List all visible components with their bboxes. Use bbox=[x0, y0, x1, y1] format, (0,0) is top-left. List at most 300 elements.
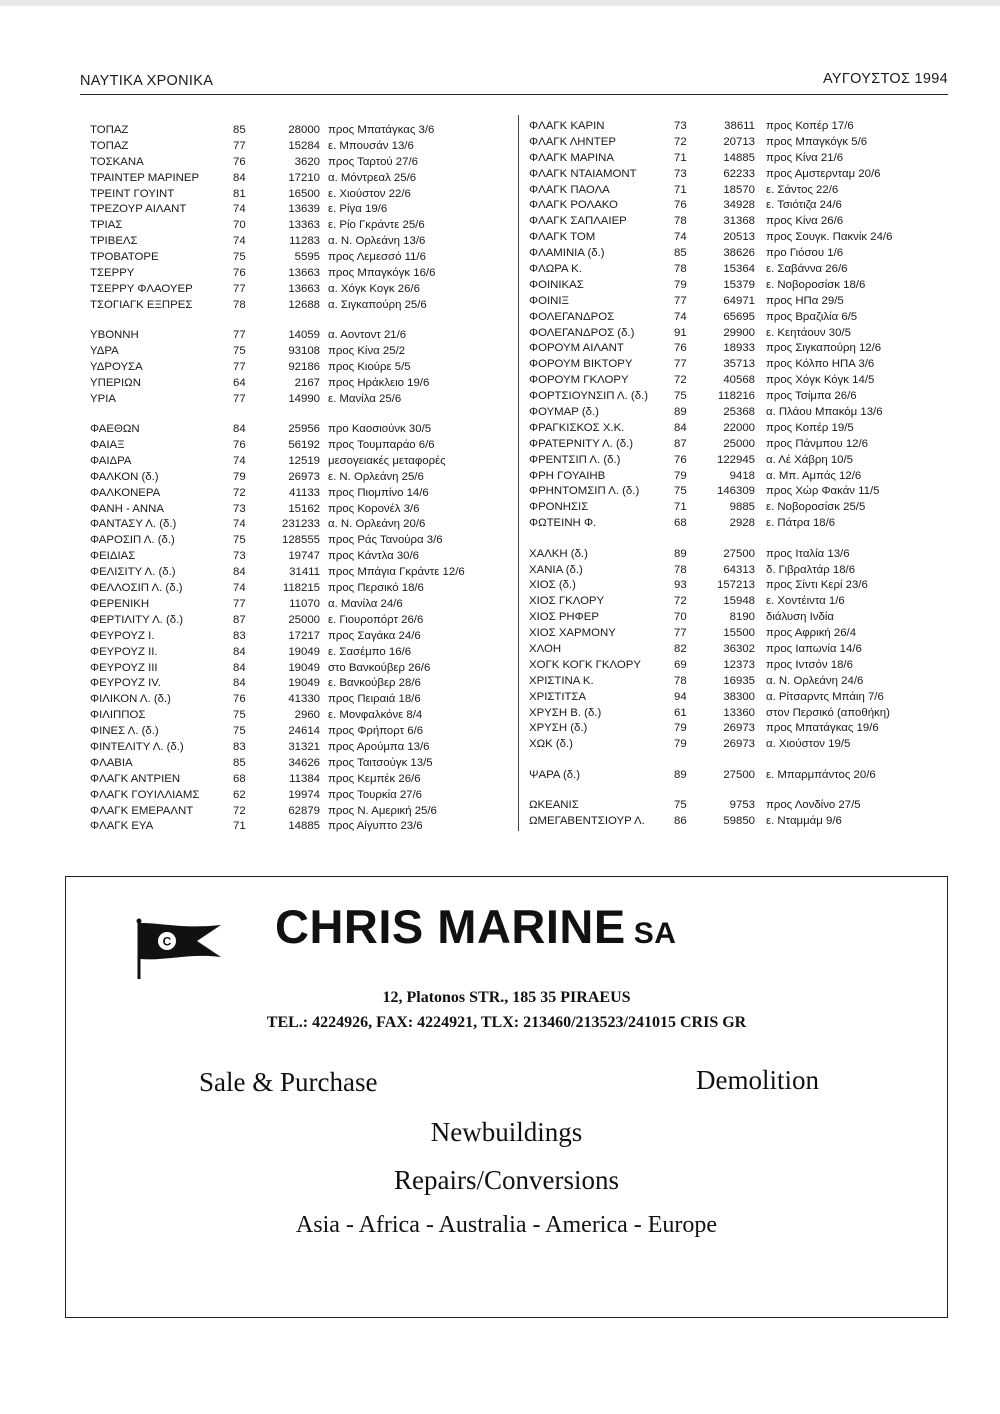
ship-position: μεσογειακές μεταφορές bbox=[328, 454, 446, 467]
ship-position: προς Σιγκαπούρη 12/6 bbox=[766, 342, 882, 355]
service-sale-purchase: Sale & Purchase bbox=[199, 1067, 378, 1097]
ship-year: 79 bbox=[674, 738, 687, 751]
ship-year: 74 bbox=[233, 518, 246, 531]
ship-dwt: 28000 bbox=[288, 124, 320, 136]
issue-date: ΑΥΓΟΥΣΤΟΣ 1994 bbox=[822, 71, 948, 87]
ship-position: ε. Χιούστον 22/6 bbox=[328, 187, 411, 200]
ship-year: 64 bbox=[233, 376, 246, 389]
ship-name: ΦΟΡΟΥΜ ΒΙΚΤΟΡΥ bbox=[529, 358, 633, 371]
ship-year: 79 bbox=[233, 470, 246, 483]
ship-position: α. Μόντρεαλ 25/6 bbox=[328, 171, 417, 184]
ship-year: 77 bbox=[233, 392, 246, 405]
ship-position: προς Κιούρε 5/5 bbox=[328, 360, 411, 373]
ship-name: ΦΑΝΤΑΣΥ Λ. (δ.) bbox=[90, 518, 177, 531]
ship-name: ΦΑΛΚΟΝΕΡΑ bbox=[90, 486, 161, 499]
company-address: 12, Platonos STR., 185 35 PIRAEUS bbox=[382, 989, 631, 1006]
ship-name: ΦΙΛΙΠΠΟΣ bbox=[90, 709, 146, 722]
ship-name: ΤΟΠΑΖ bbox=[90, 139, 129, 152]
ship-position: α. Ρίτσαρντς Μπάιη 7/6 bbox=[766, 690, 884, 703]
ship-position: ε. Γιουροπόρτ 26/6 bbox=[328, 613, 424, 626]
ship-position: προς Φρήπορτ 6/6 bbox=[328, 725, 424, 738]
publication-title: ΝΑΥΤΙΚΑ ΧΡΟΝΙΚΑ bbox=[80, 73, 214, 89]
ship-name: ΦΛΑΓΚ ΚΑΡΙΝ bbox=[529, 120, 605, 132]
ship-dwt: 41133 bbox=[289, 486, 320, 499]
ship-name: ΧΡΙΣΤΙΝΑ Κ. bbox=[529, 674, 594, 687]
ship-dwt: 14885 bbox=[723, 151, 755, 164]
ship-dwt: 19747 bbox=[288, 550, 320, 563]
ship-year: 69 bbox=[674, 658, 687, 671]
ship-year: 77 bbox=[233, 139, 246, 152]
ship-dwt: 146309 bbox=[716, 485, 755, 498]
ship-name: ΦΑΕΘΩΝ bbox=[90, 423, 140, 436]
ship-dwt: 13363 bbox=[288, 219, 320, 232]
ship-position: ε. Σαβάννα 26/6 bbox=[766, 263, 848, 276]
ship-name: ΦΙΛΙΚΟΝ Λ. (δ.) bbox=[90, 693, 171, 706]
ship-position: προς Σαγάκα 24/6 bbox=[328, 629, 421, 642]
ship-position: ε. Ρίγα 19/6 bbox=[328, 203, 388, 216]
ship-name: ΦΛΑΓΚ ΕΜΕΡΑΛΝΤ bbox=[90, 804, 194, 817]
ship-name: ΩΜΕΓΑΒΕΝΤΣΙΟΥΡ Λ. bbox=[529, 815, 645, 828]
ship-dwt: 2928 bbox=[729, 517, 755, 530]
flag-letter: C bbox=[162, 934, 172, 949]
ship-name: ΨΑΡΑ (δ.) bbox=[529, 768, 581, 781]
ship-name: ΦΛΑΓΚ ΡΟΛΑΚΟ bbox=[529, 199, 618, 212]
ship-position: προς Ταρτού 27/6 bbox=[328, 155, 418, 168]
ship-position: προς Κεμπέκ 26/6 bbox=[328, 772, 421, 785]
ship-dwt: 15364 bbox=[723, 263, 755, 276]
company-suffix: SA bbox=[633, 917, 677, 950]
ship-position: ε. Ρίο Γκράντε 25/6 bbox=[328, 219, 425, 232]
ship-name: ΦΟΙΝΙΚΑΣ bbox=[529, 278, 584, 291]
ship-position: προς Ηράκλειο 19/6 bbox=[328, 376, 430, 389]
ship-year: 72 bbox=[233, 486, 246, 499]
ship-dwt: 118215 bbox=[282, 582, 320, 595]
ship-dwt: 38300 bbox=[723, 690, 755, 703]
ship-dwt: 3620 bbox=[294, 155, 320, 168]
ship-position: προς Πιομπίνο 14/6 bbox=[328, 486, 429, 499]
ship-name: ΤΣΟΓΙΑΓΚ ΕΞΠΡΕΣ bbox=[90, 298, 193, 311]
ship-year: 82 bbox=[674, 643, 687, 655]
ship-name: ΧΙΟΣ ΡΗΦΕΡ bbox=[529, 611, 599, 624]
ship-year: 75 bbox=[674, 485, 687, 498]
ship-year: 85 bbox=[233, 756, 246, 769]
ship-name: ΧΙΟΣ ΧΑΡΜΟΝΥ bbox=[529, 627, 616, 640]
ship-dwt: 19049 bbox=[288, 677, 320, 690]
ship-year: 85 bbox=[674, 247, 687, 260]
ship-position: προς Περσικό 18/6 bbox=[328, 582, 424, 595]
ship-name: ΧΟΓΚ ΚΟΓΚ ΓΚΛΟΡΥ bbox=[529, 658, 641, 671]
ship-name: ΥΔΡΑ bbox=[90, 345, 119, 358]
ship-position: προς Κίνα 26/6 bbox=[766, 215, 844, 228]
ship-dwt: 20513 bbox=[723, 231, 755, 244]
ship-name: ΧΡΙΣΤΙΤΣΑ bbox=[529, 690, 587, 703]
ship-name: ΦΡΑΓΚΙΣΚΟΣ Χ.Κ. bbox=[529, 421, 625, 434]
ship-name: ΦΑΙΔΡΑ bbox=[90, 454, 132, 467]
ship-position: ε. Μπουσάν 13/6 bbox=[328, 139, 414, 152]
ship-position: α. Σιγκαπούρη 25/6 bbox=[328, 298, 427, 311]
ship-name: ΤΡΙΒΕΛΣ bbox=[90, 235, 138, 248]
ship-position: προς Λονδίνο 27/5 bbox=[766, 799, 861, 812]
ship-position: προς Κάντλα 30/6 bbox=[328, 550, 420, 563]
ship-name: ΦΑΙΑΞ bbox=[90, 439, 125, 452]
ship-dwt: 59850 bbox=[723, 815, 755, 828]
ship-dwt: 13360 bbox=[723, 706, 755, 719]
ship-dwt: 22000 bbox=[723, 421, 755, 434]
ship-name: ΦΡΕΝΤΣΙΠ Λ. (δ.) bbox=[529, 453, 621, 466]
ship-dwt: 26973 bbox=[723, 738, 755, 751]
ship-dwt: 15379 bbox=[723, 278, 755, 291]
ship-position: α. Χόγκ Κογκ 26/6 bbox=[328, 282, 420, 295]
ship-name: ΤΟΣΚΑΝΑ bbox=[90, 155, 144, 168]
ship-name: ΦΟΛΕΓΑΝΔΡΟΣ (δ.) bbox=[529, 326, 635, 339]
ship-dwt: 11283 bbox=[289, 235, 320, 248]
ship-position: προς Μπατάγκας 19/6 bbox=[766, 722, 879, 735]
ship-position: προς Λεμεσσό 11/6 bbox=[328, 251, 426, 264]
ship-name: ΦΕΡΕΝΙΚΗ bbox=[90, 597, 150, 610]
ship-name: ΦΛΑΓΚ ΕΥΑ bbox=[90, 820, 154, 833]
ship-name: ΦΑΡΟΣΙΠ Λ. (δ.) bbox=[90, 534, 175, 547]
ship-year: 78 bbox=[674, 263, 687, 276]
ship-year: 72 bbox=[674, 595, 687, 608]
ship-position: α. Ν. Ορλεάνη 24/6 bbox=[766, 674, 864, 687]
ship-year: 87 bbox=[674, 437, 687, 450]
ship-position: προς Ράς Τανούρα 3/6 bbox=[328, 534, 443, 547]
ship-dwt: 8190 bbox=[729, 611, 755, 624]
ship-position: α. Μανίλα 24/6 bbox=[328, 597, 403, 610]
ship-name: ΦΛΑΓΚ ΣΑΠΛΑΙΕΡ bbox=[529, 215, 627, 228]
ship-position: προς Μπάγια Γκράντε 12/6 bbox=[328, 566, 465, 579]
ship-dwt: 11070 bbox=[289, 597, 320, 610]
ship-year: 78 bbox=[674, 215, 687, 228]
ship-year: 76 bbox=[674, 453, 687, 466]
ship-dwt: 38626 bbox=[723, 247, 755, 260]
ship-dwt: 93108 bbox=[288, 345, 320, 358]
ship-name: ΥΠΕΡΙΩΝ bbox=[90, 376, 141, 389]
ship-year: 72 bbox=[233, 804, 246, 817]
ship-position: στο Βανκούβερ 26/6 bbox=[328, 661, 431, 674]
ship-position: προς Πειραιά 18/6 bbox=[328, 693, 421, 706]
ship-dwt: 157213 bbox=[716, 579, 755, 592]
ship-name: ΦΛΑΒΙΑ bbox=[90, 756, 133, 769]
ship-dwt: 62233 bbox=[723, 167, 755, 180]
ship-year: 77 bbox=[233, 597, 246, 610]
service-repairs: Repairs/Conversions bbox=[394, 1165, 619, 1195]
ship-dwt: 19974 bbox=[288, 788, 320, 801]
ship-dwt: 16500 bbox=[288, 187, 320, 200]
ship-name: ΦΟΥΜΑΡ (δ.) bbox=[529, 406, 599, 419]
ship-year: 89 bbox=[674, 547, 687, 560]
ship-position: προς Τουρκία 27/6 bbox=[328, 788, 423, 801]
ship-year: 74 bbox=[233, 454, 246, 467]
ship-position: προς Μπαγκόγκ 5/6 bbox=[766, 135, 868, 148]
ship-name: ΦΑΝΗ - ΑΝΝΑ bbox=[90, 502, 164, 515]
ship-name: ΦΛΑΓΚ ΠΑΟΛΑ bbox=[529, 183, 610, 196]
ship-position: ε. Μανίλα 25/6 bbox=[328, 392, 402, 405]
ship-dwt: 20713 bbox=[723, 135, 755, 148]
ship-position: προς Κόλπο ΗΠΑ 3/6 bbox=[766, 358, 875, 371]
ship-name: ΤΡΕΙΝΤ ΓΟΥΙΝΤ bbox=[90, 187, 175, 200]
ship-dwt: 15284 bbox=[288, 139, 320, 152]
ship-dwt: 31321 bbox=[288, 740, 320, 753]
ship-name: ΤΡΕΖΟΥΡ ΑΙΛΑΝΤ bbox=[90, 203, 187, 216]
ship-dwt: 64971 bbox=[723, 294, 755, 307]
ship-dwt: 14885 bbox=[288, 820, 320, 833]
ship-year: 89 bbox=[674, 406, 687, 419]
ship-position: α. Χιούστον 19/5 bbox=[766, 738, 851, 751]
ship-dwt: 62879 bbox=[288, 804, 320, 817]
ship-dwt: 40568 bbox=[723, 374, 755, 387]
ship-position: προς Ιαπωνία 14/6 bbox=[766, 643, 862, 655]
ship-position: προς Μπαγκόγκ 16/6 bbox=[328, 267, 436, 280]
ship-name: ΦΕΛΛΟΣΙΠ Λ. (δ.) bbox=[90, 582, 183, 595]
ship-name: ΦΛΑΓΚ ΝΤΑΙΑΜΟΝΤ bbox=[529, 167, 637, 180]
company-flag-icon bbox=[133, 917, 225, 981]
ship-position: προς Αφρική 26/4 bbox=[766, 627, 857, 640]
ship-year: 86 bbox=[674, 815, 687, 828]
ship-position: α. Μπ. Αμπάς 12/6 bbox=[766, 469, 862, 482]
ship-dwt: 35713 bbox=[723, 358, 755, 371]
ship-position: προς Κορονέλ 3/6 bbox=[328, 502, 420, 515]
ship-name: ΤΣΕΡΡΥ bbox=[90, 267, 135, 280]
ship-name: ΧΡΥΣΗ (δ.) bbox=[529, 722, 588, 735]
ship-dwt: 9418 bbox=[729, 469, 755, 482]
ship-year: 73 bbox=[674, 120, 687, 132]
ship-dwt: 19049 bbox=[288, 661, 320, 674]
ship-year: 77 bbox=[674, 358, 687, 371]
ship-position: προς Αμστερνταμ 20/6 bbox=[766, 167, 881, 180]
ship-position: α. Πλάου Μπακόμ 13/6 bbox=[766, 406, 883, 419]
ship-dwt: 18570 bbox=[723, 183, 755, 196]
ship-name: ΧΙΟΣ (δ.) bbox=[529, 579, 576, 592]
ship-name: ΦΩΤΕΙΝΗ Φ. bbox=[529, 517, 597, 530]
ship-position: προς Πάνμπου 12/6 bbox=[766, 437, 868, 450]
ship-name: ΦΕΥΡΟΥΖ Ι. bbox=[90, 629, 155, 642]
ship-dwt: 5595 bbox=[294, 251, 320, 264]
ship-position: α. Λέ Χάβρη 10/5 bbox=[766, 453, 854, 466]
ship-name: ΦΡΗΝΤΟΜΣΙΠ Λ. (δ.) bbox=[529, 485, 640, 498]
service-newbuildings: Newbuildings bbox=[430, 1117, 583, 1147]
ship-dwt: 38611 bbox=[724, 120, 755, 132]
ship-dwt: 12373 bbox=[723, 658, 755, 671]
ship-year: 84 bbox=[674, 421, 687, 434]
ship-dwt: 26973 bbox=[723, 722, 755, 735]
ship-year: 77 bbox=[233, 329, 246, 342]
ship-year: 74 bbox=[233, 235, 246, 248]
ship-position: ε. Τσιότιζα 24/6 bbox=[766, 199, 842, 212]
ship-dwt: 27500 bbox=[723, 547, 755, 560]
ship-year: 74 bbox=[233, 582, 246, 595]
ship-position: προ Γιόσου 1/6 bbox=[766, 247, 844, 260]
ship-position: προς Αρούμπα 13/6 bbox=[328, 740, 430, 753]
ship-position: ε. Κεητάουν 30/5 bbox=[766, 326, 851, 339]
ship-year: 76 bbox=[233, 155, 246, 168]
ship-year: 70 bbox=[674, 611, 687, 624]
ship-dwt: 31368 bbox=[723, 215, 755, 228]
ship-year: 76 bbox=[233, 693, 246, 706]
ship-year: 76 bbox=[674, 199, 687, 212]
ship-position: ε. Βανκούβερ 28/6 bbox=[328, 677, 421, 690]
ship-position: δ. Γιβραλτάρ 18/6 bbox=[766, 563, 856, 576]
ship-year: 79 bbox=[674, 278, 687, 291]
ship-year: 75 bbox=[674, 390, 687, 403]
ship-year: 73 bbox=[233, 502, 246, 515]
ship-year: 75 bbox=[233, 709, 246, 722]
ship-name: ΦΕΡΤΙΛΙΤΥ Λ. (δ.) bbox=[90, 613, 184, 626]
ship-year: 81 bbox=[233, 187, 246, 200]
ship-year: 68 bbox=[233, 772, 246, 785]
ship-year: 78 bbox=[674, 674, 687, 687]
ship-dwt: 128555 bbox=[281, 534, 320, 547]
ship-position: προς ΗΠα 29/5 bbox=[766, 294, 844, 307]
ship-dwt: 17210 bbox=[288, 171, 320, 184]
ship-name: ΦΛΑΓΚ ΑΝΤΡΙΕΝ bbox=[90, 772, 181, 785]
ship-position: προ Καοσιούνκ 30/5 bbox=[328, 423, 432, 436]
ship-name: ΦΕΛΙΣΙΤΥ Λ. (δ.) bbox=[90, 566, 176, 579]
ship-name: ΥΒΟΝΝΗ bbox=[90, 329, 139, 342]
ship-name: ΦΛΑΓΚ ΓΟΥΙΛΛΙΑΜΣ bbox=[90, 788, 200, 801]
ship-position: ε. Μπαρμπάντος 20/6 bbox=[766, 768, 876, 781]
ship-position: προς Ταιτσούγκ 13/5 bbox=[328, 756, 433, 769]
ship-dwt: 41330 bbox=[288, 693, 320, 706]
company-contacts: TEL.: 4224926, FAX: 4224921, TLX: 213460/213523/241015 CRIS GR bbox=[266, 1014, 747, 1031]
ship-dwt: 36302 bbox=[723, 643, 755, 655]
ship-position: α. Αοντοντ 21/6 bbox=[328, 329, 407, 342]
ship-year: 93 bbox=[674, 579, 687, 592]
ship-name: ΧΑΝΙΑ (δ.) bbox=[529, 563, 583, 576]
ship-dwt: 231233 bbox=[281, 518, 320, 531]
ship-year: 73 bbox=[674, 167, 687, 180]
ship-year: 71 bbox=[233, 820, 246, 833]
ship-name: ΦΑΛΚΟΝ (δ.) bbox=[90, 470, 159, 483]
ship-dwt: 17217 bbox=[288, 629, 320, 642]
ship-name: ΦΟΡΟΥΜ ΓΚΛΟΡΥ bbox=[529, 374, 629, 387]
ship-name: ΦΟΙΝΙΞ bbox=[529, 294, 569, 307]
ship-position: ε. Πάτρα 18/6 bbox=[766, 517, 836, 530]
ship-name: ΧΡΥΣΗ Β. (δ.) bbox=[529, 706, 602, 719]
ship-year: 84 bbox=[233, 677, 246, 690]
ship-name: ΤΟΠΑΖ bbox=[90, 124, 129, 136]
ship-dwt: 118216 bbox=[717, 390, 755, 403]
ship-position: προς Χόγκ Κόγκ 14/5 bbox=[766, 374, 875, 387]
ship-year: 85 bbox=[233, 124, 246, 136]
ship-name: ΧΩΚ (δ.) bbox=[529, 738, 573, 751]
ship-dwt: 12688 bbox=[288, 298, 320, 311]
ship-year: 72 bbox=[674, 374, 687, 387]
ship-name: ΦΛΑΓΚ ΛΗΝΤΕΡ bbox=[529, 135, 616, 148]
ship-name: ΧΙΟΣ ΓΚΛΟΡΥ bbox=[529, 595, 605, 608]
ship-position: προς Σουγκ. Πακνίκ 24/6 bbox=[766, 231, 893, 244]
ship-year: 70 bbox=[233, 219, 246, 232]
ship-dwt: 13639 bbox=[288, 203, 320, 216]
ship-year: 78 bbox=[233, 298, 246, 311]
ship-position: ε. Σασέμπο 16/6 bbox=[328, 645, 412, 658]
ship-position: προς Τουμπαράο 6/6 bbox=[328, 439, 435, 452]
ship-dwt: 122945 bbox=[716, 453, 755, 466]
ship-year: 83 bbox=[233, 740, 246, 753]
ship-dwt: 25000 bbox=[288, 613, 320, 626]
ship-dwt: 2167 bbox=[294, 376, 320, 389]
ship-dwt: 31411 bbox=[289, 566, 320, 579]
ship-dwt: 34928 bbox=[723, 199, 755, 212]
ship-dwt: 13663 bbox=[288, 267, 320, 280]
ship-dwt: 19049 bbox=[288, 645, 320, 658]
ship-year: 76 bbox=[674, 342, 687, 355]
ship-dwt: 25956 bbox=[288, 423, 320, 436]
ship-year: 77 bbox=[233, 360, 246, 373]
ship-position: ε. Ν. Ορλεάνη 25/6 bbox=[328, 470, 424, 483]
ship-position: προς Ιταλία 13/6 bbox=[766, 547, 850, 560]
ship-year: 89 bbox=[674, 768, 687, 781]
ship-year: 68 bbox=[674, 517, 687, 530]
ship-name: ΦΡΗ ΓΟΥΑΙΗΒ bbox=[529, 469, 606, 482]
ship-year: 84 bbox=[233, 423, 246, 436]
ship-position: προς Κίνα 25/2 bbox=[328, 345, 406, 358]
ship-dwt: 24614 bbox=[288, 725, 320, 738]
ship-year: 71 bbox=[674, 501, 687, 514]
ship-name: ΧΛΟΗ bbox=[529, 643, 562, 655]
ship-year: 78 bbox=[674, 563, 687, 576]
ship-year: 74 bbox=[674, 310, 687, 323]
service-regions: Asia - Africa - Australia - America - Europe bbox=[295, 1212, 718, 1238]
ship-dwt: 92186 bbox=[288, 360, 320, 373]
ship-name: ΤΡΑΙΝΤΕΡ ΜΑΡΙΝΕΡ bbox=[90, 171, 200, 184]
ship-name: ΦΛΩΡΑ Κ. bbox=[529, 263, 582, 276]
ship-dwt: 25368 bbox=[723, 406, 755, 419]
company-name-main: CHRIS MARINE bbox=[275, 900, 626, 953]
ship-position: προς Μπατάγκας 3/6 bbox=[328, 124, 435, 136]
ship-dwt: 56192 bbox=[288, 439, 320, 452]
ship-name: ΦΙΝΤΕΛΙΤΥ Λ. (δ.) bbox=[90, 740, 184, 753]
ship-name: ΤΣΕΡΡΥ ΦΛΑΟΥΕΡ bbox=[90, 282, 193, 295]
ship-name: ΦΡΟΝΗΣΙΣ bbox=[529, 501, 589, 514]
ship-position: α. Ν. Ορλεάνη 20/6 bbox=[328, 518, 426, 531]
ship-year: 62 bbox=[233, 788, 246, 801]
ship-dwt: 16935 bbox=[723, 674, 755, 687]
ship-year: 61 bbox=[674, 706, 687, 719]
ship-position: προς Κίνα 21/6 bbox=[766, 151, 844, 164]
ship-year: 84 bbox=[233, 171, 246, 184]
ship-year: 73 bbox=[233, 550, 246, 563]
ship-position: ε. Σάντος 22/6 bbox=[766, 183, 839, 196]
ship-position: ε. Χοντέιντα 1/6 bbox=[766, 595, 845, 608]
ship-year: 75 bbox=[674, 799, 687, 812]
company-name bbox=[275, 899, 676, 954]
ship-year: 71 bbox=[674, 151, 687, 164]
ship-name: ΥΔΡΟΥΣΑ bbox=[90, 360, 143, 373]
ship-dwt: 2960 bbox=[294, 709, 320, 722]
ship-name: ΦΙΝΕΣ Λ. (δ.) bbox=[90, 725, 159, 738]
column-divider bbox=[518, 115, 519, 831]
ship-name: ΦΛΑΓΚ ΤΟΜ bbox=[529, 231, 596, 244]
page-top-edge bbox=[0, 0, 1000, 6]
ship-position: ε. Νοβοροσίσκ 25/5 bbox=[766, 501, 866, 514]
ship-dwt: 9885 bbox=[729, 501, 755, 514]
ship-dwt: 64313 bbox=[723, 563, 755, 576]
ship-year: 71 bbox=[674, 183, 687, 196]
ship-name: ΦΕΙΔΙΑΣ bbox=[90, 550, 136, 563]
ship-position: προς Τσίμπα 26/6 bbox=[766, 390, 857, 403]
ship-name: ΦΕΥΡΟΥΖ ΙΙ. bbox=[90, 645, 158, 658]
ship-dwt: 27500 bbox=[723, 768, 755, 781]
ship-name: ΦΟΛΕΓΑΝΔΡΟΣ bbox=[529, 310, 615, 323]
ship-dwt: 9753 bbox=[729, 799, 755, 812]
ship-position: προς Κοπέρ 19/5 bbox=[766, 421, 854, 434]
ship-dwt: 29900 bbox=[723, 326, 755, 339]
ship-position: ε. Νοβοροσίσκ 18/6 bbox=[766, 278, 866, 291]
ship-year: 72 bbox=[674, 135, 687, 148]
ship-name: ΤΡΙΑΣ bbox=[90, 219, 123, 232]
ship-position: προς Αίγυπτο 23/6 bbox=[328, 820, 423, 833]
